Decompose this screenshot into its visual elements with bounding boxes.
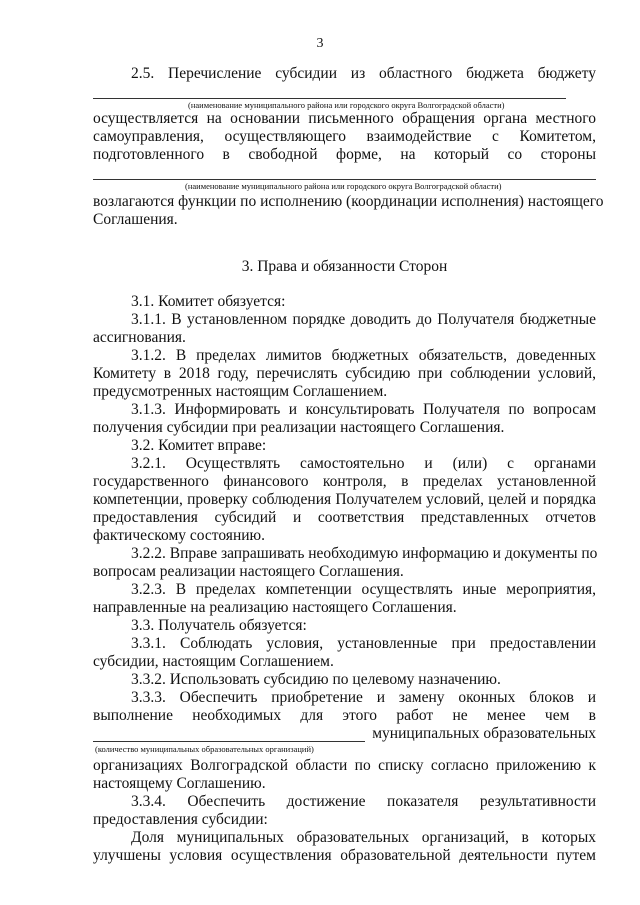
blank-caption-3: (количество муниципальных образовательных организаций): [95, 744, 314, 754]
indicator-line-2: улучшены условия осуществления образовательной деятельности путем: [93, 847, 596, 864]
indicator-line-1: Доля муниципальных образовательных организаций, в которых: [131, 829, 596, 846]
clause-3-3-4-line-1: 3.3.4. Обеспечить достижение показателя результативности: [131, 793, 596, 810]
clause-3-1-3-line-2: получения субсидии при реализации настоящего Соглашения.: [93, 419, 505, 436]
clause-3-2-1-line-5: фактическому состоянию.: [93, 527, 265, 544]
clause-3-2-3-line-2: направленные на реализацию настоящего Соглашения.: [93, 599, 457, 616]
clause-3-1-3-line-1: 3.1.3. Информировать и консультировать Получателя по вопросам: [131, 401, 596, 418]
para-2-5-line-6: Соглашения.: [93, 211, 178, 228]
clause-3-3-2: 3.3.2. Использовать субсидию по целевому назначению.: [131, 671, 501, 688]
page-number: 3: [316, 36, 324, 51]
clause-3-2-1-line-4: предоставления субсидий и соответствия представленных отчетов: [93, 509, 596, 526]
clause-3-3-3-line-2: выполнение необходимых для этого работ не менее чем в: [93, 707, 596, 724]
clause-3-1: 3.1. Комитет обязуется:: [131, 293, 286, 310]
clause-3-3-3-line-4: организациях Волгоградской области по списку согласно приложению к: [93, 757, 596, 774]
blank-caption-2: (наименование муниципального района или городского округа Волгоградской области): [185, 181, 502, 191]
clause-3-3-3-line-3: муниципальных образовательных: [372, 725, 596, 742]
clause-3-1-1-line-2: ассигнования.: [93, 329, 186, 346]
clause-3-2-1-line-1: 3.2.1. Осуществлять самостоятельно и (или) с органами: [131, 455, 596, 472]
clause-3-3: 3.3. Получатель обязуется:: [131, 617, 307, 634]
blank-underline-1: [93, 98, 566, 99]
clause-3-3-1-line-2: субсидии, настоящим Соглашением.: [93, 653, 334, 670]
clause-3-2-1-line-3: компетенции, проверку соблюдения Получателем условий, целей и порядка: [93, 491, 596, 508]
clause-3-1-2-line-2: Комитету в 2018 году, перечислять субсидию при соблюдении условий,: [93, 365, 596, 382]
clause-3-3-3-line-5: настоящему Соглашению.: [93, 775, 266, 792]
para-2-5-line-2: осуществляется на основании письменного обращения органа местного: [93, 110, 596, 127]
clause-3-2-3-line-1: 3.2.3. В пределах компетенции осуществлять иные мероприятия,: [131, 581, 596, 598]
clause-3-1-2-line-1: 3.1.2. В пределах лимитов бюджетных обязательств, доведенных: [131, 347, 596, 364]
clause-3-2-2-line-1: 3.2.2. Вправе запрашивать необходимую информацию и документы по: [131, 545, 598, 562]
clause-3-1-2-line-3: предусмотренных настоящим Соглашением.: [93, 383, 388, 400]
section-3-heading: 3. Права и обязанности Сторон: [241, 258, 448, 275]
clause-3-3-1-line-1: 3.3.1. Соблюдать условия, установленные при предоставлении: [131, 635, 596, 652]
clause-3-1-1-line-1: 3.1.1. В установленном порядке доводить до Получателя бюджетные: [131, 311, 596, 328]
para-2-5-line-4: подготовленного в свободной форме, на который со стороны: [93, 146, 596, 163]
clause-3-2-1-line-2: государственного финансового контроля, в пределах установленной: [93, 473, 596, 490]
clause-3-2-2-line-2: вопросам реализации настоящего Соглашения.: [93, 563, 404, 580]
para-2-5-line-5: возлагаются функции по исполнению (координации исполнения) настоящего: [93, 193, 604, 210]
para-2-5-line-1: 2.5. Перечисление субсидии из областного бюджета бюджету: [131, 65, 596, 82]
clause-3-2: 3.2. Комитет вправе:: [131, 437, 267, 454]
blank-caption-1: (наименование муниципального района или городского округа Волгоградской области): [188, 100, 505, 110]
clause-3-3-3-line-1: 3.3.3. Обеспечить приобретение и замену оконных блоков и: [131, 689, 596, 706]
blank-underline-2: [93, 179, 596, 180]
para-2-5-line-3: самоуправления, осуществляющего взаимодействие с Комитетом,: [93, 128, 596, 145]
blank-underline-3: [93, 741, 365, 742]
clause-3-3-4-line-2: предоставления субсидии:: [93, 811, 268, 828]
